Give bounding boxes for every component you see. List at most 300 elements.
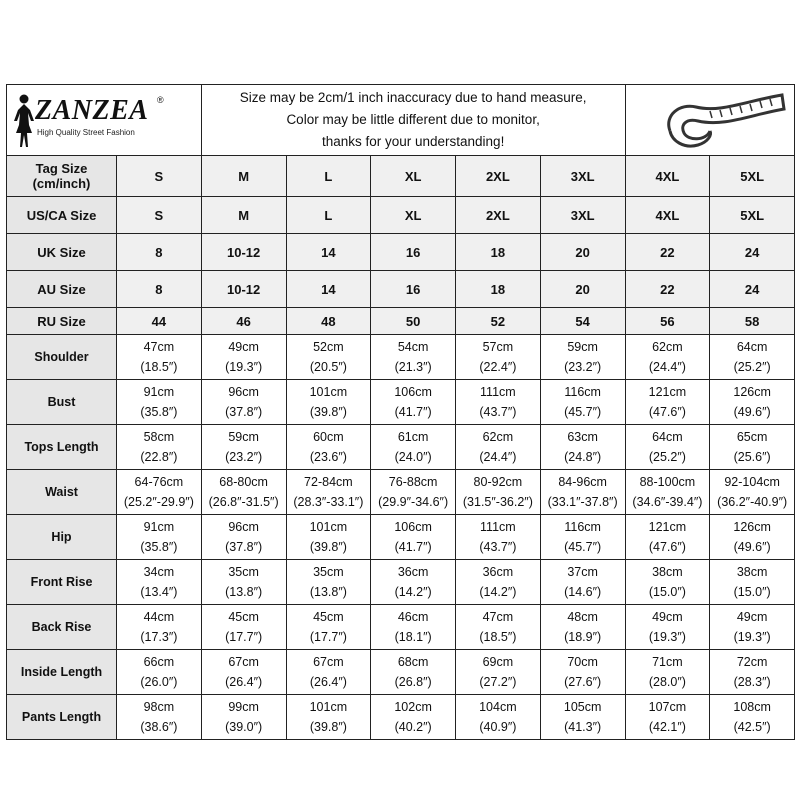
measuring-tape-icon: [650, 91, 790, 153]
measurement-cell: [117, 605, 202, 650]
size-cell: 50: [371, 308, 456, 335]
measurement-cell: [456, 515, 541, 560]
inch-value: (25.6″): [733, 450, 771, 464]
inch-value: (24.4″): [479, 450, 517, 464]
measurement-cell: [540, 335, 625, 380]
cm-value: 52cm: [313, 340, 344, 354]
measurement-cell: [540, 695, 625, 740]
measurement-cell: [201, 380, 286, 425]
inch-value: (40.9″): [479, 720, 517, 734]
measurement-row: [7, 650, 795, 695]
row-label: Pants Length: [7, 695, 117, 740]
measurement-cell: [540, 515, 625, 560]
cm-value: 111cm: [480, 385, 516, 399]
measurement-cell: [371, 335, 456, 380]
cm-value: 64-76cm: [134, 475, 184, 489]
row-label: [7, 308, 117, 335]
inch-value: (28.3″-33.1″): [293, 495, 364, 509]
cm-value: 64cm: [652, 430, 683, 444]
cm-value: 45cm: [313, 610, 344, 624]
size-cell: 10-12: [201, 271, 286, 308]
inch-value: (15.0″): [648, 585, 686, 599]
measurement-cell: [371, 605, 456, 650]
measurement-cell: [625, 605, 710, 650]
inch-value: (14.2″): [394, 585, 432, 599]
row-label: Waist: [7, 470, 117, 515]
size-cell: L: [286, 197, 371, 234]
row-label: [7, 271, 117, 308]
row-label: Back Rise: [7, 605, 117, 650]
inch-value: (49.6″): [733, 540, 771, 554]
cm-value: 71cm: [652, 655, 683, 669]
size-cell: 16: [371, 234, 456, 271]
inch-value: (38.6″): [140, 720, 178, 734]
measurement-cell: [710, 605, 795, 650]
measurement-cell: [201, 425, 286, 470]
cm-value: 68-80cm: [219, 475, 268, 489]
inch-value: (21.3″): [394, 360, 432, 374]
inch-value: (20.5″): [309, 360, 347, 374]
inch-value: (36.2″-40.9″): [717, 495, 788, 509]
inch-value: (27.2″): [479, 675, 517, 689]
inch-value: (13.8″): [309, 585, 347, 599]
size-cell: 16: [371, 271, 456, 308]
size-cell: 8: [117, 234, 202, 271]
row-label: Bust: [7, 380, 117, 425]
brand-logo: [7, 85, 202, 156]
cm-value: 59cm: [567, 340, 598, 354]
inch-value: (49.6″): [733, 405, 771, 419]
inch-value: (13.4″): [140, 585, 178, 599]
inch-value: (18.9″): [564, 630, 602, 644]
row-label: [7, 197, 117, 234]
measurement-row: [7, 425, 795, 470]
size-cell: M: [201, 197, 286, 234]
inch-value: (43.7″): [479, 405, 517, 419]
cm-value: 49cm: [652, 610, 683, 624]
measurement-cell: [456, 560, 541, 605]
cm-value: 101cm: [309, 520, 348, 534]
measurement-cell: [710, 425, 795, 470]
size-row: [7, 197, 795, 234]
cm-value: 61cm: [397, 430, 429, 444]
notice-line: Size may be 2cm/1 inch inaccuracy due to hand measure,: [239, 90, 587, 105]
inch-value: (22.8″): [140, 450, 178, 464]
inch-value: (45.7″): [564, 540, 602, 554]
row-label-text: Tag Size: [35, 161, 88, 176]
size-cell: 5XL: [710, 197, 795, 234]
measurement-cell: [201, 335, 286, 380]
inch-value: (27.6″): [564, 675, 602, 689]
cm-value: 48cm: [567, 610, 598, 624]
size-cell: 48: [286, 308, 371, 335]
size-cell: 22: [625, 234, 710, 271]
inch-value: (26.8″-31.5″): [208, 495, 279, 509]
cm-value: 107cm: [648, 700, 687, 714]
size-cell: 20: [540, 234, 625, 271]
measurement-cell: [710, 515, 795, 560]
measurement-cell: [371, 650, 456, 695]
tape-cell: [625, 85, 795, 156]
cm-value: 49cm: [736, 610, 768, 624]
row-label: Front Rise: [7, 560, 117, 605]
cm-value: 99cm: [228, 700, 259, 714]
measurement-cell: [625, 515, 710, 560]
measurement-cell: [371, 560, 456, 605]
size-chart-body: [7, 85, 795, 740]
inch-value: (37.8″): [225, 405, 263, 419]
size-cell: XL: [371, 197, 456, 234]
cm-value: 47cm: [143, 340, 175, 354]
cm-value: 121cm: [648, 385, 687, 399]
measurement-cell: [286, 425, 371, 470]
inch-value: (18.1″): [394, 630, 432, 644]
row-label-unit: (cm/inch): [32, 176, 91, 191]
measurement-cell: [286, 695, 371, 740]
measurement-cell: [286, 560, 371, 605]
notice-line: Color may be little different due to monitor,: [286, 112, 540, 127]
cm-value: 62cm: [482, 430, 514, 444]
cm-value: 91cm: [143, 520, 175, 534]
size-cell: 24: [710, 271, 795, 308]
inch-value: (37.8″): [225, 540, 263, 554]
measurement-row: [7, 605, 795, 650]
cm-value: 96cm: [228, 520, 259, 534]
measurement-cell: [201, 470, 286, 515]
cm-value: 92-104cm: [724, 475, 780, 489]
measurement-cell: [540, 425, 625, 470]
measurement-cell: [710, 470, 795, 515]
measurement-cell: [117, 695, 202, 740]
inch-value: (26.0″): [140, 675, 178, 689]
cm-value: 68cm: [397, 655, 429, 669]
measurement-cell: [625, 470, 710, 515]
inch-value: (47.6″): [648, 540, 686, 554]
inch-value: (17.7″): [309, 630, 347, 644]
size-cell: 18: [456, 271, 541, 308]
measurement-cell: [540, 470, 625, 515]
measurement-cell: [625, 650, 710, 695]
measurement-cell: [117, 335, 202, 380]
size-cell: S: [117, 197, 202, 234]
cm-value: 54cm: [397, 340, 429, 354]
size-cell: 20: [540, 271, 625, 308]
cm-value: 58cm: [143, 430, 175, 444]
measurement-cell: [286, 515, 371, 560]
measurement-cell: [540, 650, 625, 695]
inch-value: (39.8″): [309, 540, 347, 554]
size-cell: 18: [456, 234, 541, 271]
size-cell: L: [286, 156, 371, 197]
size-row: [7, 308, 795, 335]
measurement-row: [7, 380, 795, 425]
inch-value: (34.6″-39.4″): [632, 495, 703, 509]
inch-value: (47.6″): [648, 405, 686, 419]
row-label: Tops Length: [7, 425, 117, 470]
measurement-cell: [540, 560, 625, 605]
measurement-cell: [540, 605, 625, 650]
brand-name: ZANZEA: [35, 95, 149, 126]
cm-value: 116cm: [564, 520, 601, 534]
cm-value: 70cm: [567, 655, 598, 669]
measurement-cell: [456, 605, 541, 650]
inch-value: (43.7″): [479, 540, 517, 554]
size-cell: 58: [710, 308, 795, 335]
measurement-cell: [710, 380, 795, 425]
cm-value: 111cm: [480, 520, 516, 534]
size-cell: 5XL: [710, 156, 795, 197]
cm-value: 35cm: [228, 565, 259, 579]
inch-value: (18.5″): [479, 630, 517, 644]
measurement-cell: [710, 560, 795, 605]
cm-value: 98cm: [143, 700, 175, 714]
cm-value: 49cm: [228, 340, 259, 354]
size-chart-table: [6, 84, 795, 740]
measurement-row: [7, 695, 795, 740]
inch-value: (29.9″-34.6″): [378, 495, 449, 509]
size-cell: 46: [201, 308, 286, 335]
measurement-cell: [456, 335, 541, 380]
cm-value: 44cm: [143, 610, 175, 624]
cm-value: 62cm: [652, 340, 683, 354]
size-cell: 2XL: [456, 156, 541, 197]
measurement-cell: [201, 605, 286, 650]
measurement-cell: [201, 650, 286, 695]
measurement-row: [7, 560, 795, 605]
size-cell: 8: [117, 271, 202, 308]
measurement-cell: [286, 605, 371, 650]
measurement-cell: [286, 335, 371, 380]
cm-value: 36cm: [482, 565, 514, 579]
row-label-text: RU Size: [37, 313, 86, 329]
inch-value: (35.8″): [140, 540, 178, 554]
inch-value: (40.2″): [394, 720, 432, 734]
inch-value: (18.5″): [140, 360, 178, 374]
inch-value: (19.3″): [648, 630, 686, 644]
inch-value: (24.8″): [564, 450, 602, 464]
measurement-cell: [456, 695, 541, 740]
cm-value: 46cm: [397, 610, 429, 624]
measurement-cell: [117, 650, 202, 695]
measurement-cell: [456, 425, 541, 470]
inch-value: (39.0″): [225, 720, 263, 734]
inch-value: (33.1″-37.8″): [547, 495, 618, 509]
cm-value: 65cm: [736, 430, 768, 444]
measurement-notice: [201, 85, 625, 156]
cm-value: 35cm: [313, 565, 344, 579]
measurement-cell: [456, 380, 541, 425]
measurement-cell: [710, 695, 795, 740]
cm-value: 101cm: [309, 385, 348, 399]
size-cell: 14: [286, 234, 371, 271]
size-cell: 10-12: [201, 234, 286, 271]
row-label: Inside Length: [7, 650, 117, 695]
inch-value: (15.0″): [733, 585, 771, 599]
cm-value: 84-96cm: [558, 475, 607, 489]
size-cell: XL: [371, 156, 456, 197]
size-cell: S: [117, 156, 202, 197]
inch-value: (39.8″): [309, 405, 347, 419]
measurement-cell: [540, 380, 625, 425]
cm-value: 38cm: [652, 565, 683, 579]
inch-value: (14.2″): [479, 585, 517, 599]
size-cell: M: [201, 156, 286, 197]
cm-value: 67cm: [228, 655, 259, 669]
cm-value: 88-100cm: [639, 475, 696, 489]
cm-value: 38cm: [736, 565, 768, 579]
inch-value: (42.5″): [733, 720, 771, 734]
size-cell: 54: [540, 308, 625, 335]
measurement-cell: [625, 695, 710, 740]
inch-value: (28.0″): [648, 675, 686, 689]
inch-value: (41.3″): [564, 720, 602, 734]
size-cell: 3XL: [540, 197, 625, 234]
cm-value: 63cm: [567, 430, 598, 444]
inch-value: (39.8″): [309, 720, 347, 734]
measurement-cell: [201, 560, 286, 605]
cm-value: 45cm: [228, 610, 259, 624]
size-cell: 44: [117, 308, 202, 335]
inch-value: (23.2″): [564, 360, 602, 374]
measurement-cell: [371, 515, 456, 560]
measurement-cell: [456, 470, 541, 515]
cm-value: 105cm: [563, 700, 602, 714]
size-row: [7, 234, 795, 271]
inch-value: (26.4″): [309, 675, 347, 689]
measurement-cell: [625, 560, 710, 605]
size-row: [7, 271, 795, 308]
size-cell: 56: [625, 308, 710, 335]
measurement-row: [7, 470, 795, 515]
row-label: Hip: [7, 515, 117, 560]
inch-value: (24.4″): [648, 360, 686, 374]
inch-value: (13.8″): [225, 585, 263, 599]
measurement-cell: [625, 380, 710, 425]
woman-figure-icon: [11, 93, 37, 149]
cm-value: 34cm: [143, 565, 175, 579]
row-label: Shoulder: [7, 335, 117, 380]
cm-value: 64cm: [736, 340, 768, 354]
cm-value: 101cm: [309, 700, 348, 714]
cm-value: 104cm: [479, 700, 517, 714]
notice-line: thanks for your understanding!: [321, 134, 505, 149]
measurement-row: [7, 515, 795, 560]
measurement-cell: [371, 470, 456, 515]
cm-value: 36cm: [397, 565, 429, 579]
cm-value: 37cm: [567, 565, 598, 579]
cm-value: 57cm: [482, 340, 514, 354]
size-cell: 24: [710, 234, 795, 271]
measurement-cell: [117, 470, 202, 515]
measurement-cell: [371, 380, 456, 425]
cm-value: 80-92cm: [473, 475, 523, 489]
inch-value: (28.3″): [733, 675, 771, 689]
inch-value: (19.3″): [225, 360, 263, 374]
size-cell: 14: [286, 271, 371, 308]
cm-value: 66cm: [143, 655, 175, 669]
cm-value: 106cm: [394, 385, 432, 399]
size-cell: 4XL: [625, 156, 710, 197]
size-cell: 2XL: [456, 197, 541, 234]
size-cell: 3XL: [540, 156, 625, 197]
cm-value: 108cm: [733, 700, 771, 714]
row-label-text: AU Size: [37, 281, 86, 297]
cm-value: 72cm: [736, 655, 768, 669]
cm-value: 116cm: [564, 385, 601, 399]
cm-value: 102cm: [394, 700, 432, 714]
cm-value: 121cm: [648, 520, 687, 534]
measurement-row: [7, 335, 795, 380]
row-label: [7, 234, 117, 271]
cm-value: 91cm: [143, 385, 175, 399]
inch-value: (26.4″): [225, 675, 263, 689]
measurement-cell: [201, 695, 286, 740]
cm-value: 60cm: [313, 430, 344, 444]
measurement-cell: [625, 335, 710, 380]
inch-value: (24.0″): [394, 450, 432, 464]
measurement-cell: [286, 470, 371, 515]
measurement-cell: [286, 380, 371, 425]
inch-value: (42.1″): [648, 720, 686, 734]
cm-value: 96cm: [228, 385, 259, 399]
inch-value: (41.7″): [394, 540, 432, 554]
measurement-cell: [456, 650, 541, 695]
measurement-cell: [371, 695, 456, 740]
cm-value: 106cm: [394, 520, 432, 534]
inch-value: (14.6″): [564, 585, 602, 599]
cm-value: 126cm: [733, 385, 771, 399]
inch-value: (19.3″): [733, 630, 771, 644]
inch-value: (45.7″): [564, 405, 602, 419]
measurement-cell: [286, 650, 371, 695]
size-cell: 22: [625, 271, 710, 308]
measurement-cell: [371, 425, 456, 470]
cm-value: 126cm: [733, 520, 771, 534]
row-label-text: UK Size: [37, 244, 86, 260]
inch-value: (25.2″-29.9″): [123, 495, 194, 509]
cm-value: 47cm: [482, 610, 514, 624]
row-label: [7, 156, 117, 197]
inch-value: (25.2″): [733, 360, 771, 374]
inch-value: (35.8″): [140, 405, 178, 419]
cm-value: 69cm: [482, 655, 514, 669]
inch-value: (41.7″): [394, 405, 432, 419]
size-row: [7, 156, 795, 197]
brand-tagline: High Quality Street Fashion: [37, 128, 135, 137]
header-row: [7, 85, 795, 156]
registered-mark: ®: [157, 95, 164, 105]
cm-value: 72-84cm: [304, 475, 353, 489]
cm-value: 59cm: [228, 430, 259, 444]
row-label-text: US/CA Size: [26, 207, 97, 223]
inch-value: (26.8″): [394, 675, 432, 689]
measurement-cell: [201, 515, 286, 560]
measurement-cell: [117, 425, 202, 470]
measurement-cell: [117, 380, 202, 425]
inch-value: (17.3″): [140, 630, 178, 644]
inch-value: (23.6″): [309, 450, 347, 464]
cm-value: 76-88cm: [388, 475, 438, 489]
inch-value: (25.2″): [648, 450, 686, 464]
measurement-cell: [710, 335, 795, 380]
size-cell: 52: [456, 308, 541, 335]
measurement-cell: [117, 560, 202, 605]
measurement-cell: [710, 650, 795, 695]
cm-value: 67cm: [313, 655, 344, 669]
inch-value: (23.2″): [225, 450, 263, 464]
size-cell: 4XL: [625, 197, 710, 234]
inch-value: (17.7″): [225, 630, 263, 644]
